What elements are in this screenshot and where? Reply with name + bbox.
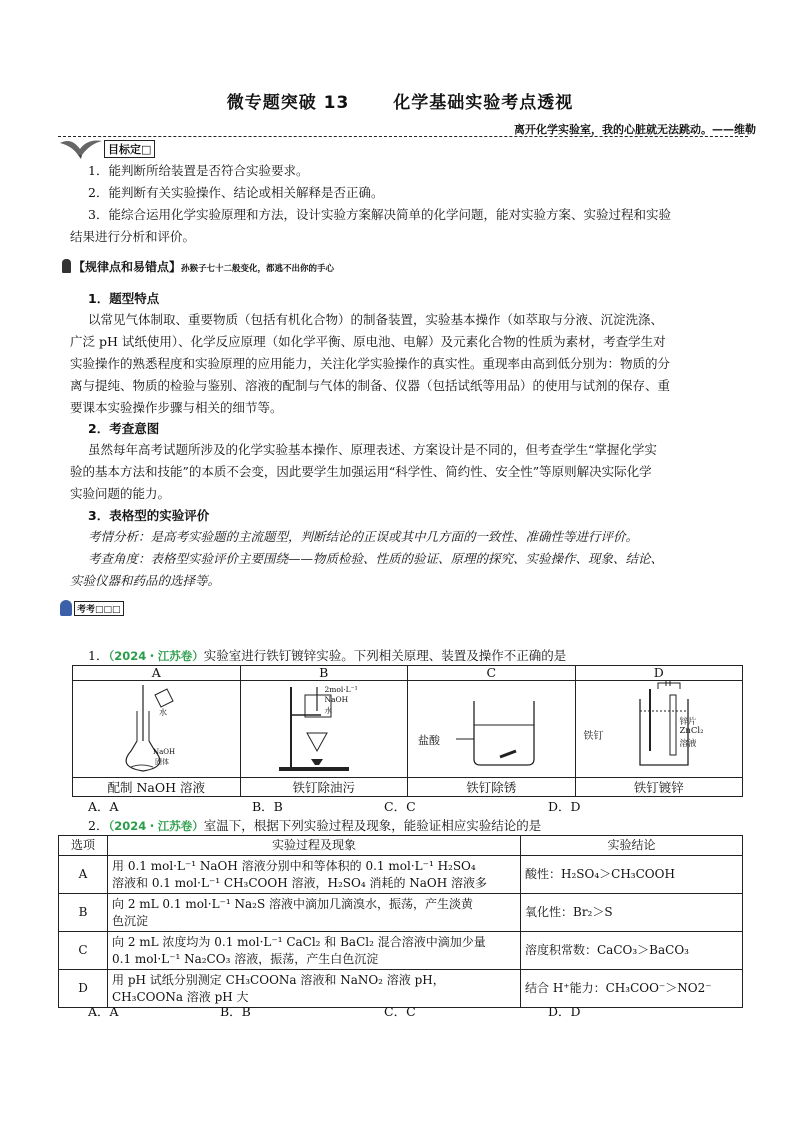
fig-label: 固体: [155, 758, 169, 766]
figure-cell-c: [408, 681, 576, 778]
goal-item: 3．能综合运用化学实验原理和方法，设计实验方案解决简单的化学问题，能对实验方案、实验过程和实验: [88, 207, 671, 222]
title-left: 微专题突破 13: [226, 93, 350, 113]
para-line: 以常见气体制取、重要物质（包括有机化合物）的制备装置，实验基本操作（如萃取与分液、沉淀洗涤、: [88, 312, 664, 327]
table-row: A 用 0.1 mol·L⁻¹ NaOH 溶液分别中和等体积的 0.1 mol·L⁻¹ H₂SO₄ 溶液和 0.1 mol·L⁻¹ CH₃COOH 溶液，H₂SO₄ 消耗的 NaOH 溶液多 酸性：H₂SO₄＞CH₃COOH: [59, 856, 743, 894]
goal-item: 结果进行分析和评价。: [70, 229, 196, 244]
para-line: 虽然每年高考试题所涉及的化学实验基本操作、原理表述、方案设计是不同的，但考查学生“掌握化学实: [88, 442, 657, 457]
table-header: C: [408, 666, 576, 681]
table-header: B: [240, 666, 408, 681]
figure-caption: 铁钉除油污: [240, 778, 408, 797]
answer-option[interactable]: A．A: [88, 799, 119, 814]
answer-option[interactable]: D．D: [548, 799, 581, 814]
fig-label: NaOH: [153, 748, 176, 756]
fig-label: 水: [324, 706, 332, 715]
para-line: 广泛 pH 试纸使用）、化学反应原理（如化学平衡、原电池、电解）及元素化合物的性质为素材，考查学生对: [70, 334, 666, 349]
fig-label: 盐酸: [418, 734, 440, 747]
q2-table: [58, 835, 743, 1008]
header-divider: [58, 136, 748, 137]
table-header: 选项: [59, 836, 108, 856]
kaodian-badge: 考考□□□: [60, 600, 124, 616]
answer-option[interactable]: C．C: [384, 1004, 416, 1019]
para-line: 实验仪器和药品的选择等。: [70, 573, 221, 588]
fig-label: ZnCl₂: [679, 726, 704, 736]
person-icon: [60, 600, 72, 616]
figure-caption: 铁钉除锈: [408, 778, 576, 797]
figure-cell-b: [240, 681, 408, 778]
para-line: 考情分析：是高考实验题的主流题型，判断结论的正误或其中几方面的一致性、准确性等进行评价。: [88, 529, 639, 544]
fig-label: 溶液: [679, 739, 697, 749]
goal-item: 1．能判断所给装置是否符合实验要求。: [88, 163, 309, 178]
goals-label: 目标定□: [104, 140, 155, 158]
source-tag: （2024・江苏卷）: [108, 819, 204, 833]
rules-heading: 【规律点和易错点】孙猴子七十二般变化，都逃不出你的手心: [62, 258, 334, 275]
para-line: 离与提纯、物质的检验与鉴别、溶液的配制与气体的制备、仪器（包括试纸等用品）的使用与试剂的保存、重: [70, 378, 671, 393]
answer-option[interactable]: A．A: [88, 1004, 119, 1019]
section-title: 3．表格型的实验评价: [88, 508, 210, 523]
title-right: 化学基础实验考点透视: [393, 93, 574, 113]
figure-cell-d: [575, 681, 743, 778]
fig-label: NaOH: [324, 695, 349, 704]
table-header: A: [73, 666, 241, 681]
fig-label: 水: [159, 708, 167, 717]
monkey-icon: [62, 259, 71, 273]
question-2-stem: 2．（2024・江苏卷）室温下，根据下列实验过程及现象，能验证相应实验结论的是: [88, 818, 542, 833]
answer-option[interactable]: D．D: [548, 1004, 581, 1019]
figure-cell-a: [73, 681, 241, 778]
question-1-stem: 1．（2024・江苏卷）实验室进行铁钉镀锌实验。下列相关原理、装置及操作不正确的是: [88, 648, 567, 663]
electroplating-figure: [584, 681, 734, 774]
table-row: C 向 2 mL 浓度均为 0.1 mol·L⁻¹ CaCl₂ 和 BaCl₂ 混合溶液中滴加少量 0.1 mol·L⁻¹ Na₂CO₃ 溶液，振荡，产生白色沉淀 溶度积常数：CaCO₃＞BaCO₃: [59, 932, 743, 970]
answer-option[interactable]: B．B: [252, 799, 283, 814]
seagull-icon: [58, 135, 104, 161]
q1-figure-table: [72, 665, 743, 797]
answer-option[interactable]: C．C: [384, 799, 416, 814]
table-header: 实验过程及现象: [108, 836, 521, 856]
answer-option[interactable]: B．B: [220, 1004, 251, 1019]
source-tag: （2024・江苏卷）: [108, 649, 204, 663]
fig-label: 锌片: [679, 717, 697, 727]
rules-subtitle: 孙猴子七十二般变化，都逃不出你的手心: [181, 264, 335, 274]
figure-caption: 铁钉镀锌: [575, 778, 743, 797]
fig-label: 2mol·L⁻¹: [324, 685, 358, 694]
section-title: 1．题型特点: [88, 291, 160, 306]
figure-caption: 配制 NaOH 溶液: [73, 778, 241, 797]
table-row: B 向 2 mL 0.1 mol·L⁻¹ Na₂S 溶液中滴加几滴溴水，振荡，产生淡黄 色沉淀 氧化性：Br₂＞S: [59, 894, 743, 932]
table-row: D 用 pH 试纸分别测定 CH₃COONa 溶液和 NaNO₂ 溶液 pH， CH₃COONa 溶液 pH 大 结合 H⁺能力：CH₃COO⁻＞NO2⁻: [59, 970, 743, 1008]
para-line: 实验问题的能力。: [70, 486, 171, 501]
acid-beaker-figure: [416, 681, 566, 774]
page-title: [0, 88, 800, 113]
para-line: 考查角度：表格型实验评价主要围绕——物质检验、性质的验证、原理的探究、实验操作、现象、结论、: [88, 551, 664, 566]
header-quote: 离开化学实验室，我的心脏就无法跳动。——维勒: [514, 123, 756, 136]
para-line: 要课本实验操作步骤与相关的细节等。: [70, 400, 283, 415]
section-title: 2．考查意图: [88, 421, 160, 436]
para-line: 实验操作的熟悉程度和实验原理的应用能力，关注化学实验操作的真实性。重现率由高到低分别为：物质的分: [70, 356, 671, 371]
goal-item: 2．能判断有关实验操作、结论或相关解释是否正确。: [88, 185, 384, 200]
fig-label: 铁钉: [583, 731, 604, 742]
table-header: D: [575, 666, 743, 681]
table-header: 实验结论: [521, 836, 743, 856]
para-line: 验的基本方法和技能”的本质不会变，因此要学生加强运用“科学性、简约性、安全性”等原则解决实际化学: [70, 464, 652, 479]
